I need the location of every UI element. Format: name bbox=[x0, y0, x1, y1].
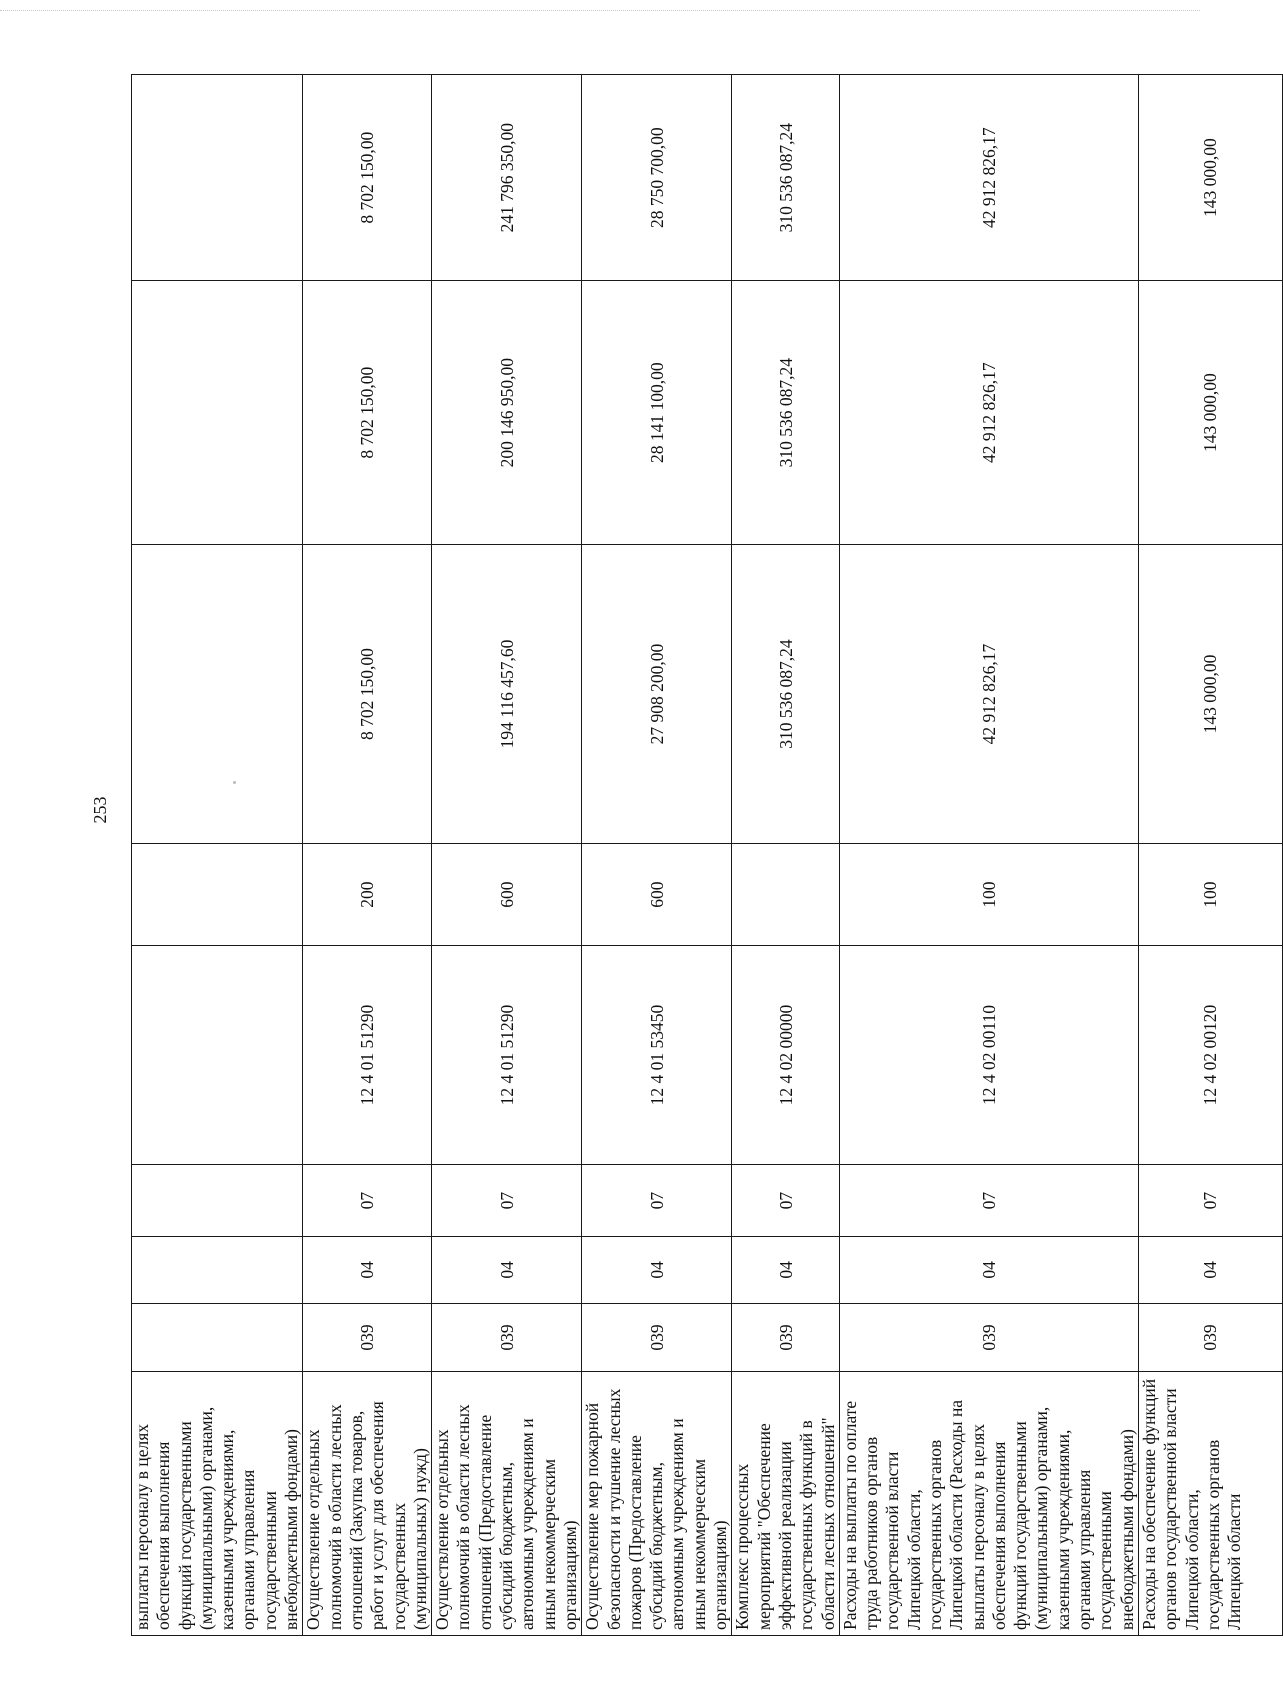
amount-year-1-cell: 310 536 087,24 bbox=[732, 544, 839, 843]
amount-year-2-cell: 200 146 950,00 bbox=[432, 281, 582, 545]
table-row bbox=[839, 75, 1138, 1636]
name-cell: Расходы на выплаты по оплате труда работников органов государственной власти Липецкой области, государственных органов Липецкой области (Расходы на выплаты персоналу в целях обеспечения выполнения функций государственными (муниципальными) органами, казенными учреждениями, органами управления государственными внебюджетными фондами) bbox=[839, 1372, 1138, 1636]
table-row bbox=[732, 75, 839, 1636]
grbs-code-cell: 039 bbox=[839, 1303, 1138, 1372]
subsection-code-cell: 07 bbox=[732, 1164, 839, 1236]
section-code-cell bbox=[132, 1237, 303, 1303]
amount-year-2-cell: 8 702 150,00 bbox=[303, 281, 432, 545]
subsection-code-cell: 07 bbox=[1138, 1164, 1282, 1236]
amount-year-1-cell: 194 116 457,60 bbox=[432, 544, 582, 843]
target-article-cell: 12 4 02 00000 bbox=[732, 946, 839, 1165]
amount-year-3-cell: 143 000,00 bbox=[1138, 75, 1282, 281]
grbs-code-cell bbox=[132, 1303, 303, 1372]
name-cell: Осуществление отдельных полномочий в области лесных отношений (Закупка товаров, работ и услуг для обеспечения государственных (муниципальных) нужд) bbox=[303, 1372, 432, 1636]
amount-year-2-cell: 143 000,00 bbox=[1138, 281, 1282, 545]
expense-type-cell: 100 bbox=[839, 844, 1138, 946]
amount-year-1-cell: 27 908 200,00 bbox=[582, 544, 732, 843]
amount-year-2-cell: 28 141 100,00 bbox=[582, 281, 732, 545]
target-article-cell: 12 4 01 51290 bbox=[303, 946, 432, 1165]
name-cell: Осуществление отдельных полномочий в области лесных отношений (Предоставление субсидий бюджетным, автономным учреждениям и иным некоммерческим организациям) bbox=[432, 1372, 582, 1636]
expense-type-cell: 200 bbox=[303, 844, 432, 946]
page-number bbox=[83, 780, 117, 840]
page-number-text: 253 bbox=[90, 796, 110, 824]
amount-year-2-cell: 42 912 826,17 bbox=[839, 281, 1138, 545]
subsection-code-cell bbox=[132, 1164, 303, 1236]
section-code-cell: 04 bbox=[303, 1237, 432, 1303]
section-code-cell: 04 bbox=[432, 1237, 582, 1303]
table-body bbox=[132, 75, 1283, 1636]
section-code-cell: 04 bbox=[582, 1237, 732, 1303]
name-cell: Осуществление мер пожарной безопасности и тушение лесных пожаров (Предоставление субсидий бюджетным, автономным учреждениям и иным некоммерческим организациям) bbox=[582, 1372, 732, 1636]
scan-edge-line bbox=[0, 10, 1200, 11]
table-row bbox=[432, 75, 582, 1636]
name-cell: Комплекс процессных мероприятий "Обеспечение эффективной реализации государственных функций в области лесных отношений" bbox=[732, 1372, 839, 1636]
budget-table bbox=[131, 74, 1283, 1636]
amount-year-3-cell bbox=[132, 75, 303, 281]
amount-year-1-cell: 8 702 150,00 bbox=[303, 544, 432, 843]
amount-year-1-cell: 143 000,00 bbox=[1138, 544, 1282, 843]
table-row bbox=[1138, 75, 1282, 1636]
section-code-cell: 04 bbox=[839, 1237, 1138, 1303]
expense-type-cell: 100 bbox=[1138, 844, 1282, 946]
table-row bbox=[303, 75, 432, 1636]
section-code-cell: 04 bbox=[1138, 1237, 1282, 1303]
amount-year-3-cell: 8 702 150,00 bbox=[303, 75, 432, 281]
subsection-code-cell: 07 bbox=[432, 1164, 582, 1236]
amount-year-2-cell: 310 536 087,24 bbox=[732, 281, 839, 545]
grbs-code-cell: 039 bbox=[432, 1303, 582, 1372]
amount-year-3-cell: 42 912 826,17 bbox=[839, 75, 1138, 281]
table-row bbox=[582, 75, 732, 1636]
target-article-cell: 12 4 02 00120 bbox=[1138, 946, 1282, 1165]
amount-year-1-cell bbox=[132, 544, 303, 843]
target-article-cell: 12 4 01 53450 bbox=[582, 946, 732, 1165]
expense-type-cell bbox=[132, 844, 303, 946]
grbs-code-cell: 039 bbox=[303, 1303, 432, 1372]
amount-year-3-cell: 28 750 700,00 bbox=[582, 75, 732, 281]
target-article-cell: 12 4 01 51290 bbox=[432, 946, 582, 1165]
grbs-code-cell: 039 bbox=[582, 1303, 732, 1372]
name-cell: выплаты персоналу в целях обеспечения выполнения функций государственными (муниципальными) органами, казенными учреждениями, органами управления государственными внебюджетными фондами) bbox=[132, 1372, 303, 1636]
grbs-code-cell: 039 bbox=[1138, 1303, 1282, 1372]
target-article-cell: 12 4 02 00110 bbox=[839, 946, 1138, 1165]
section-code-cell: 04 bbox=[732, 1237, 839, 1303]
target-article-cell bbox=[132, 946, 303, 1165]
subsection-code-cell: 07 bbox=[839, 1164, 1138, 1236]
name-cell: Расходы на обеспечение функций органов государственной власти Липецкой области, государственных органов Липецкой области bbox=[1138, 1372, 1282, 1636]
amount-year-3-cell: 310 536 087,24 bbox=[732, 75, 839, 281]
table-row bbox=[132, 75, 303, 1636]
amount-year-1-cell: 42 912 826,17 bbox=[839, 544, 1138, 843]
expense-type-cell bbox=[732, 844, 839, 946]
expense-type-cell: 600 bbox=[582, 844, 732, 946]
amount-year-2-cell bbox=[132, 281, 303, 545]
expense-type-cell: 600 bbox=[432, 844, 582, 946]
subsection-code-cell: 07 bbox=[582, 1164, 732, 1236]
subsection-code-cell: 07 bbox=[303, 1164, 432, 1236]
amount-year-3-cell: 241 796 350,00 bbox=[432, 75, 582, 281]
grbs-code-cell: 039 bbox=[732, 1303, 839, 1372]
